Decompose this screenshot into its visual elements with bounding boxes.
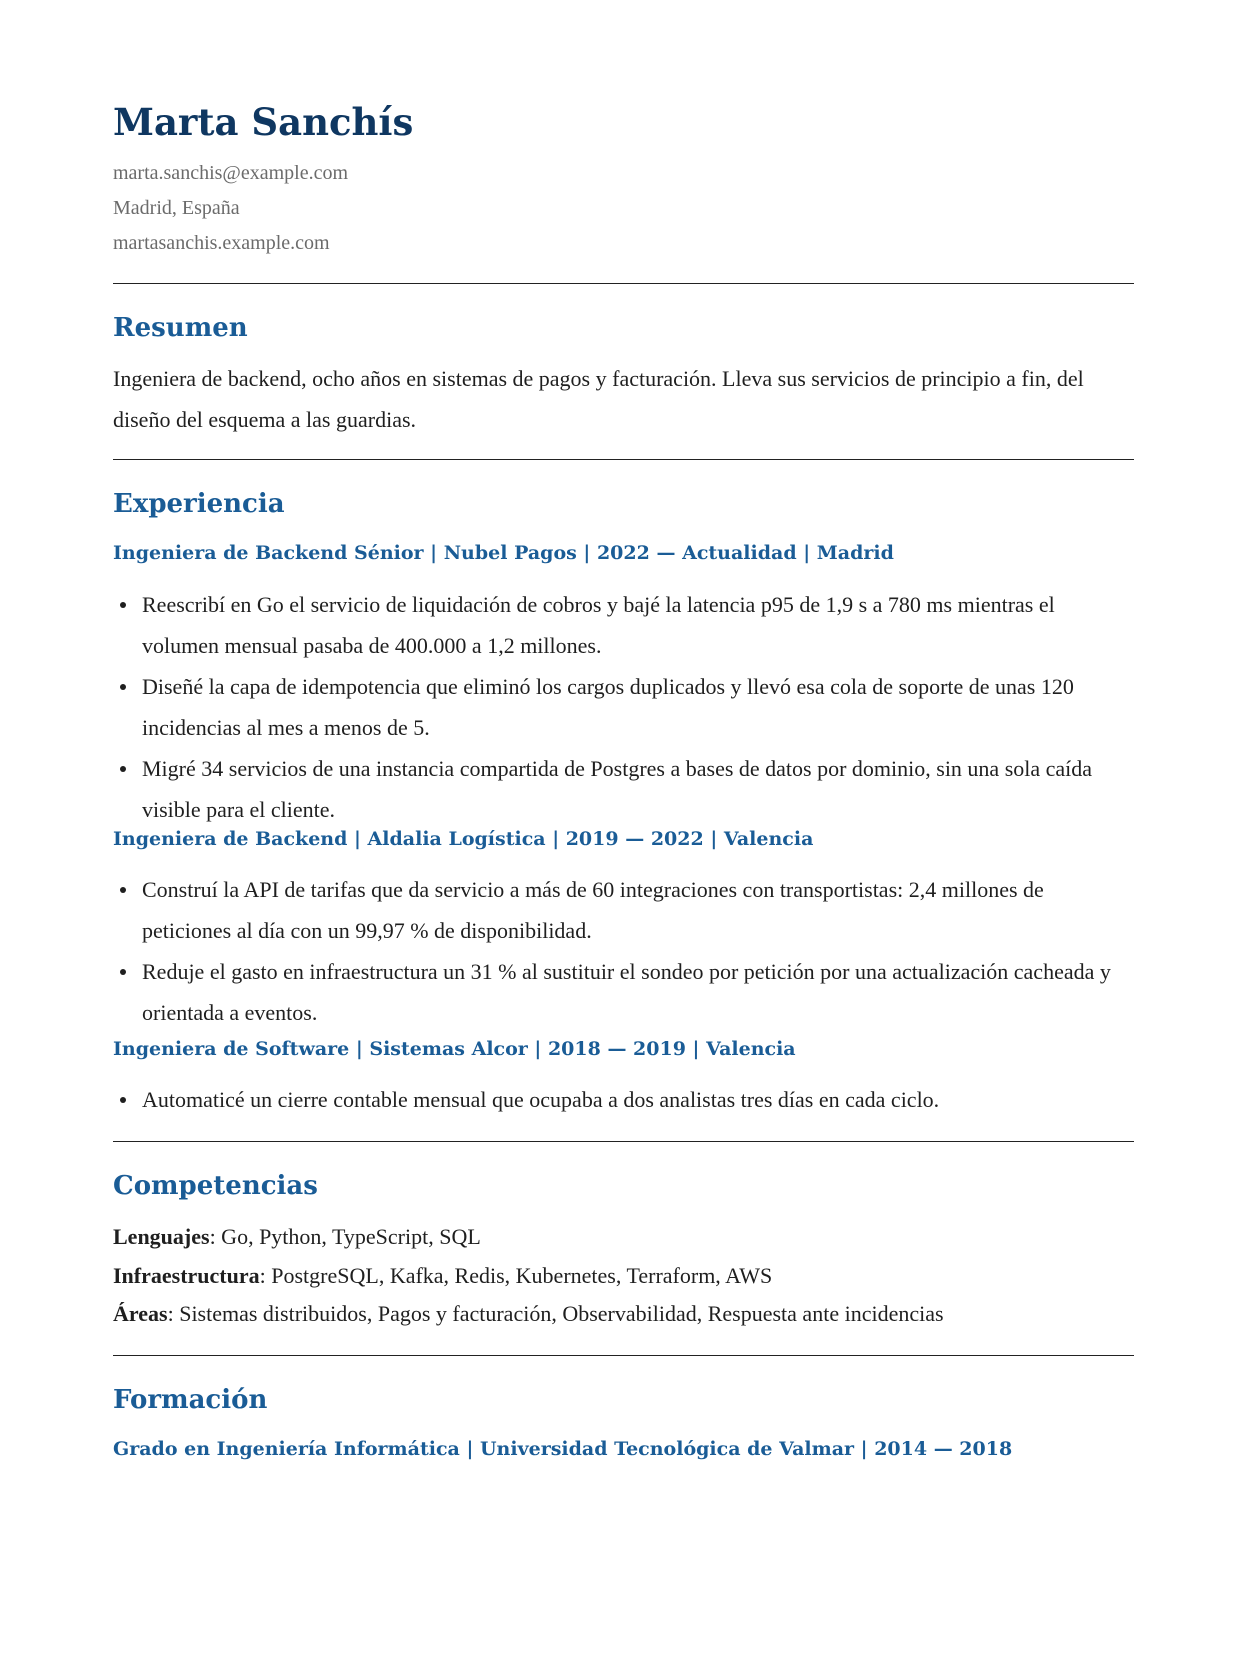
skill-label: Infraestructura xyxy=(113,1263,260,1288)
list-item: Migré 34 servicios de una instancia compartida de Postgres a bases de datos por dominio, sin una sola caída visible para el cliente. xyxy=(113,748,1134,830)
contact-location: Madrid, España xyxy=(113,197,240,219)
section-divider xyxy=(113,1141,1134,1142)
skill-label: Lenguajes xyxy=(113,1224,210,1249)
section-divider xyxy=(113,459,1134,460)
education-heading: Grado en Ingeniería Informática | Universidad Tecnológica de Valmar | 2014 — 2018 xyxy=(113,1438,1013,1460)
section-divider xyxy=(113,1355,1134,1356)
contact-email: marta.sanchis@example.com xyxy=(113,162,348,184)
job-heading: Ingeniera de Backend Sénior | Nubel Pagos | 2022 — Actualidad | Madrid xyxy=(113,542,894,564)
list-item: Construí la API de tarifas que da servicio a más de 60 integraciones con transportistas: 2,4 millones de peticiones al día con un 99,97 % de disponibilidad. xyxy=(113,869,1134,951)
job-bullet-list xyxy=(113,1079,1134,1120)
skill-line-languages xyxy=(113,1224,481,1250)
summary-text: Ingeniera de backend, ocho años en sistemas de pagos y facturación. Lleva sus servicios de principio a fin, del diseño del esquema a las guardias. xyxy=(113,366,1084,432)
skill-line-infrastructure xyxy=(113,1263,772,1289)
section-title-summary: Resumen xyxy=(113,313,248,343)
contact-website: martasanchis.example.com xyxy=(113,232,330,254)
section-divider xyxy=(113,283,1134,284)
skill-label: Áreas xyxy=(113,1301,168,1326)
skill-value: : Go, Python, TypeScript, SQL xyxy=(209,1224,481,1249)
section-title-skills: Competencias xyxy=(113,1171,318,1201)
job-bullet-list xyxy=(113,584,1134,830)
job-heading: Ingeniera de Software | Sistemas Alcor | 2018 — 2019 | Valencia xyxy=(113,1038,796,1060)
list-item: Diseñé la capa de idempotencia que eliminó los cargos duplicados y llevó esa cola de soporte de unas 120 incidencias al mes a menos de 5. xyxy=(113,666,1134,748)
job-bullet-list xyxy=(113,869,1134,1033)
skill-line-areas xyxy=(113,1301,944,1327)
section-title-experience: Experiencia xyxy=(113,489,285,519)
skill-value: : PostgreSQL, Kafka, Redis, Kubernetes, Terraform, AWS xyxy=(259,1263,773,1288)
list-item: Reescribí en Go el servicio de liquidación de cobros y bajé la latencia p95 de 1,9 s a 780 ms mientras el volumen mensual pasaba de 400.000 a 1,2 millones. xyxy=(113,584,1134,666)
job-heading: Ingeniera de Backend | Aldalia Logística | 2019 — 2022 | Valencia xyxy=(113,828,814,850)
list-item: Automaticé un cierre contable mensual que ocupaba a dos analistas tres días en cada ciclo. xyxy=(113,1079,1134,1120)
skill-value: : Sistemas distribuidos, Pagos y facturación, Observabilidad, Respuesta ante incidencias xyxy=(167,1301,944,1326)
section-title-education: Formación xyxy=(113,1385,268,1415)
list-item: Reduje el gasto en infraestructura un 31 % al sustituir el sondeo por petición por una actualización cacheada y orientada a eventos. xyxy=(113,951,1134,1033)
candidate-name: Marta Sanchís xyxy=(113,100,414,144)
